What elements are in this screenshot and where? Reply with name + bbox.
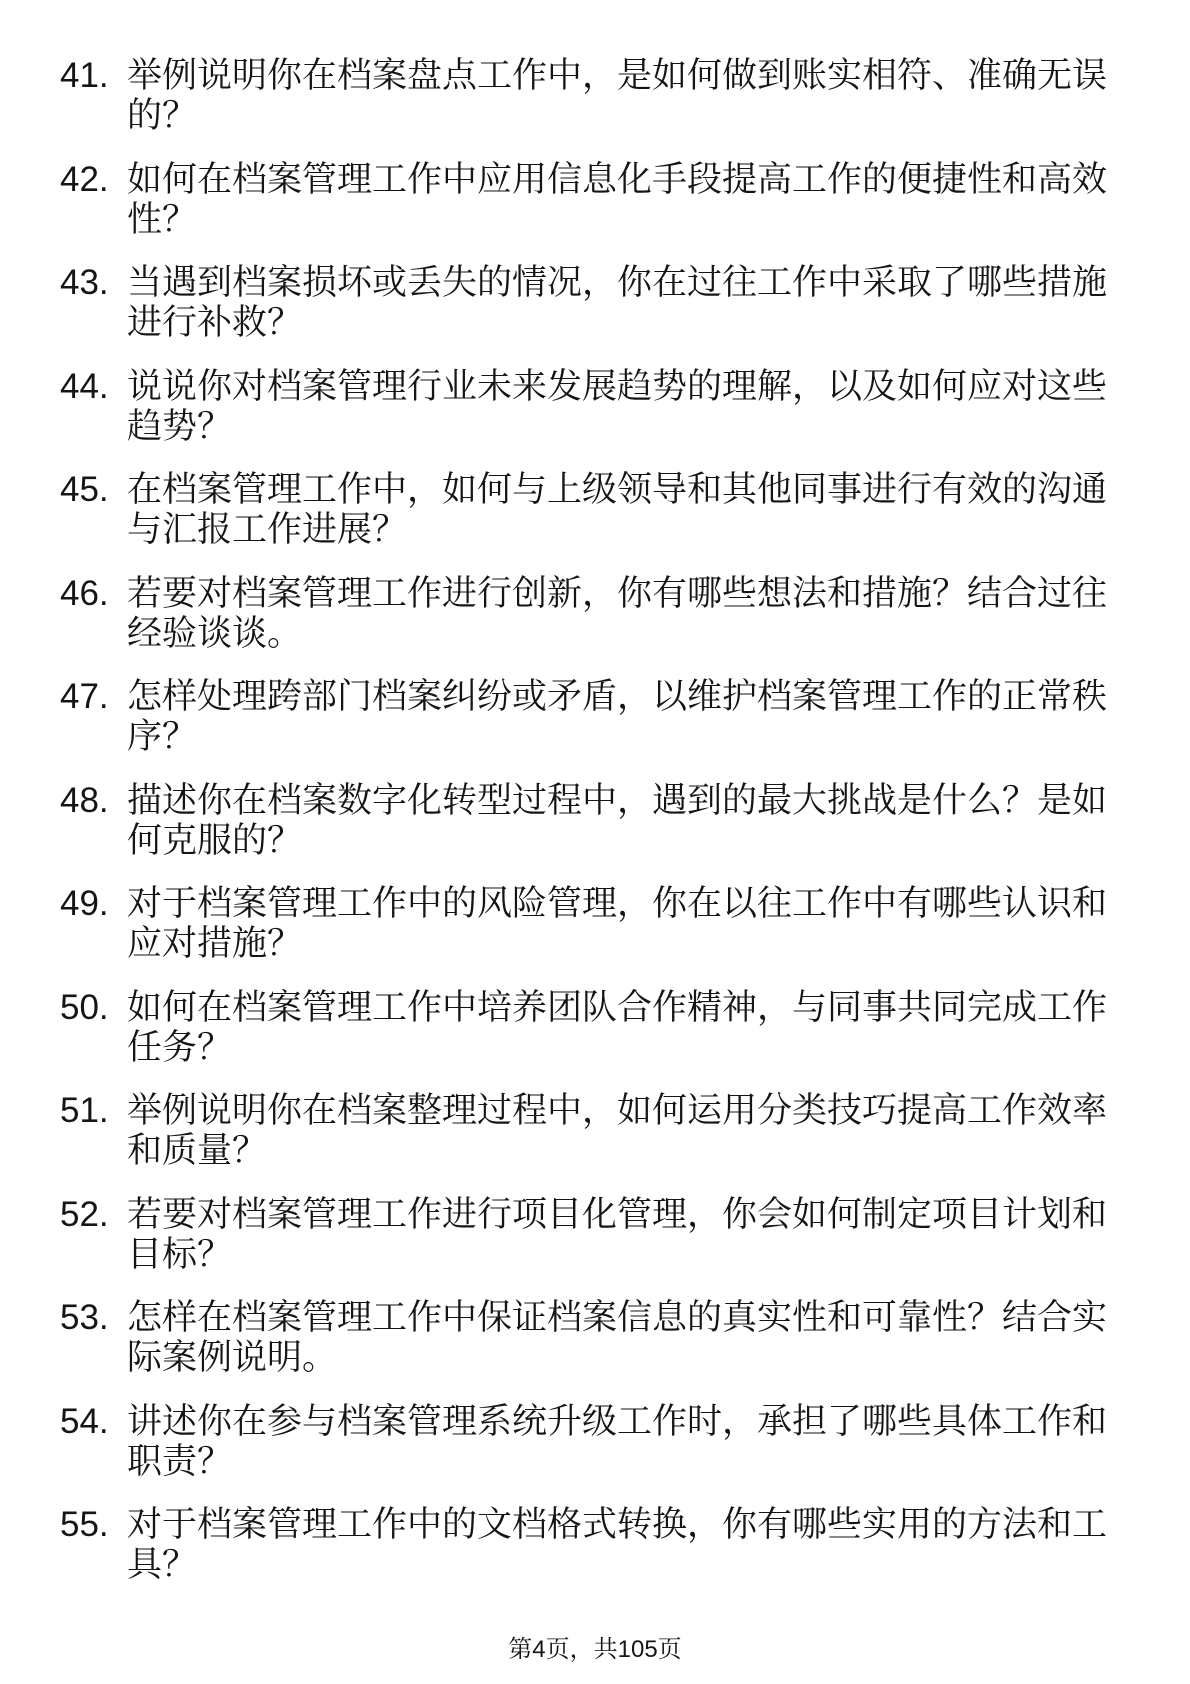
- question-text-line: 何克服的？: [127, 820, 303, 860]
- question-number: 46.: [60, 573, 109, 613]
- question-number: 43.: [60, 263, 109, 302]
- question-text-line: 目标？: [127, 1234, 233, 1274]
- question-text: [127, 470, 1127, 550]
- question-text: [127, 574, 1127, 654]
- question-text: [127, 781, 1127, 861]
- question-item: [0, 988, 1190, 1092]
- question-text-line: 和质量？: [127, 1131, 268, 1170]
- question-text-line: 进行补救？: [127, 303, 303, 342]
- question-number: 54.: [60, 1401, 109, 1441]
- question-number: 44.: [60, 366, 109, 406]
- question-item: [0, 1298, 1190, 1402]
- question-number: 45.: [60, 470, 109, 509]
- question-text: [127, 884, 1127, 964]
- question-text: [127, 1091, 1127, 1171]
- question-text-line: 对于档案管理工作中的文档格式转换，你有哪些实用的方法和工: [127, 1505, 1108, 1544]
- question-number: 42.: [60, 159, 109, 199]
- question-text-line: 性？: [127, 199, 198, 239]
- question-item: [0, 1505, 1190, 1609]
- question-item: [0, 677, 1190, 781]
- question-text: [127, 677, 1127, 757]
- question-item: [0, 470, 1190, 574]
- question-text-line: 职责？: [127, 1441, 233, 1481]
- question-item: [0, 1402, 1190, 1506]
- question-text: [127, 1298, 1127, 1378]
- question-item: [0, 1195, 1190, 1299]
- question-item: [0, 574, 1190, 678]
- question-number: 41.: [60, 56, 109, 95]
- page-footer: 第4页，共105页: [508, 1636, 682, 1663]
- question-text-line: 对于档案管理工作中的风险管理，你在以往工作中有哪些认识和: [127, 884, 1108, 923]
- question-text: [127, 367, 1127, 447]
- question-text-line: 怎样在档案管理工作中保证档案信息的真实性和可靠性？结合实: [127, 1298, 1108, 1337]
- question-text-line: 如何在档案管理工作中培养团队合作精神，与同事共同完成工作: [127, 987, 1108, 1027]
- question-text: [127, 988, 1127, 1068]
- question-item: [0, 781, 1190, 885]
- question-text: [127, 1195, 1127, 1275]
- question-text-line: 序？: [127, 717, 198, 756]
- question-item: [0, 160, 1190, 264]
- question-text-line: 若要对档案管理工作进行创新，你有哪些想法和措施？结合过往: [127, 573, 1108, 613]
- question-text-line: 的？: [127, 96, 198, 135]
- question-number: 47.: [60, 677, 109, 716]
- question-text-line: 怎样处理跨部门档案纠纷或矛盾，以维护档案管理工作的正常秩: [127, 677, 1108, 716]
- question-text: [127, 1505, 1127, 1585]
- question-list: [0, 56, 1190, 1609]
- question-number: 53.: [60, 1298, 109, 1337]
- question-text: [127, 263, 1127, 343]
- question-number: 50.: [60, 987, 109, 1027]
- question-text-line: 如何在档案管理工作中应用信息化手段提高工作的便捷性和高效: [127, 159, 1108, 199]
- question-number: 55.: [60, 1505, 109, 1544]
- question-text-line: 趋势？: [127, 406, 233, 446]
- question-text: [127, 160, 1127, 240]
- question-text-line: 描述你在档案数字化转型过程中，遇到的最大挑战是什么？是如: [127, 780, 1108, 820]
- question-text-line: 与汇报工作进展？: [127, 510, 408, 549]
- question-number: 48.: [60, 780, 109, 820]
- question-text-line: 应对措施？: [127, 924, 303, 963]
- question-text-line: 讲述你在参与档案管理系统升级工作时，承担了哪些具体工作和: [127, 1401, 1108, 1441]
- question-text-line: 任务？: [127, 1027, 233, 1067]
- question-number: 52.: [60, 1194, 109, 1234]
- question-text-line: 当遇到档案损坏或丢失的情况，你在过往工作中采取了哪些措施: [127, 263, 1108, 302]
- question-text-line: 举例说明你在档案整理过程中，如何运用分类技巧提高工作效率: [127, 1091, 1108, 1130]
- question-text-line: 际案例说明。: [127, 1338, 338, 1377]
- question-text-line: 举例说明你在档案盘点工作中，是如何做到账实相符、准确无误: [127, 56, 1108, 95]
- question-text-line: 若要对档案管理工作进行项目化管理，你会如何制定项目计划和: [127, 1194, 1108, 1234]
- question-text-line: 在档案管理工作中，如何与上级领导和其他同事进行有效的沟通: [127, 470, 1108, 509]
- question-text: [127, 56, 1127, 136]
- question-text: [127, 1402, 1127, 1482]
- question-item: [0, 367, 1190, 471]
- question-text-line: 经验谈谈。: [127, 613, 303, 653]
- question-text-line: 说说你对档案管理行业未来发展趋势的理解，以及如何应对这些: [127, 366, 1108, 406]
- question-number: 49.: [60, 884, 109, 923]
- question-item: [0, 263, 1190, 367]
- question-item: [0, 1091, 1190, 1195]
- question-number: 51.: [60, 1091, 109, 1130]
- question-item: [0, 884, 1190, 988]
- question-text-line: 具？: [127, 1545, 198, 1584]
- question-item: [0, 56, 1190, 160]
